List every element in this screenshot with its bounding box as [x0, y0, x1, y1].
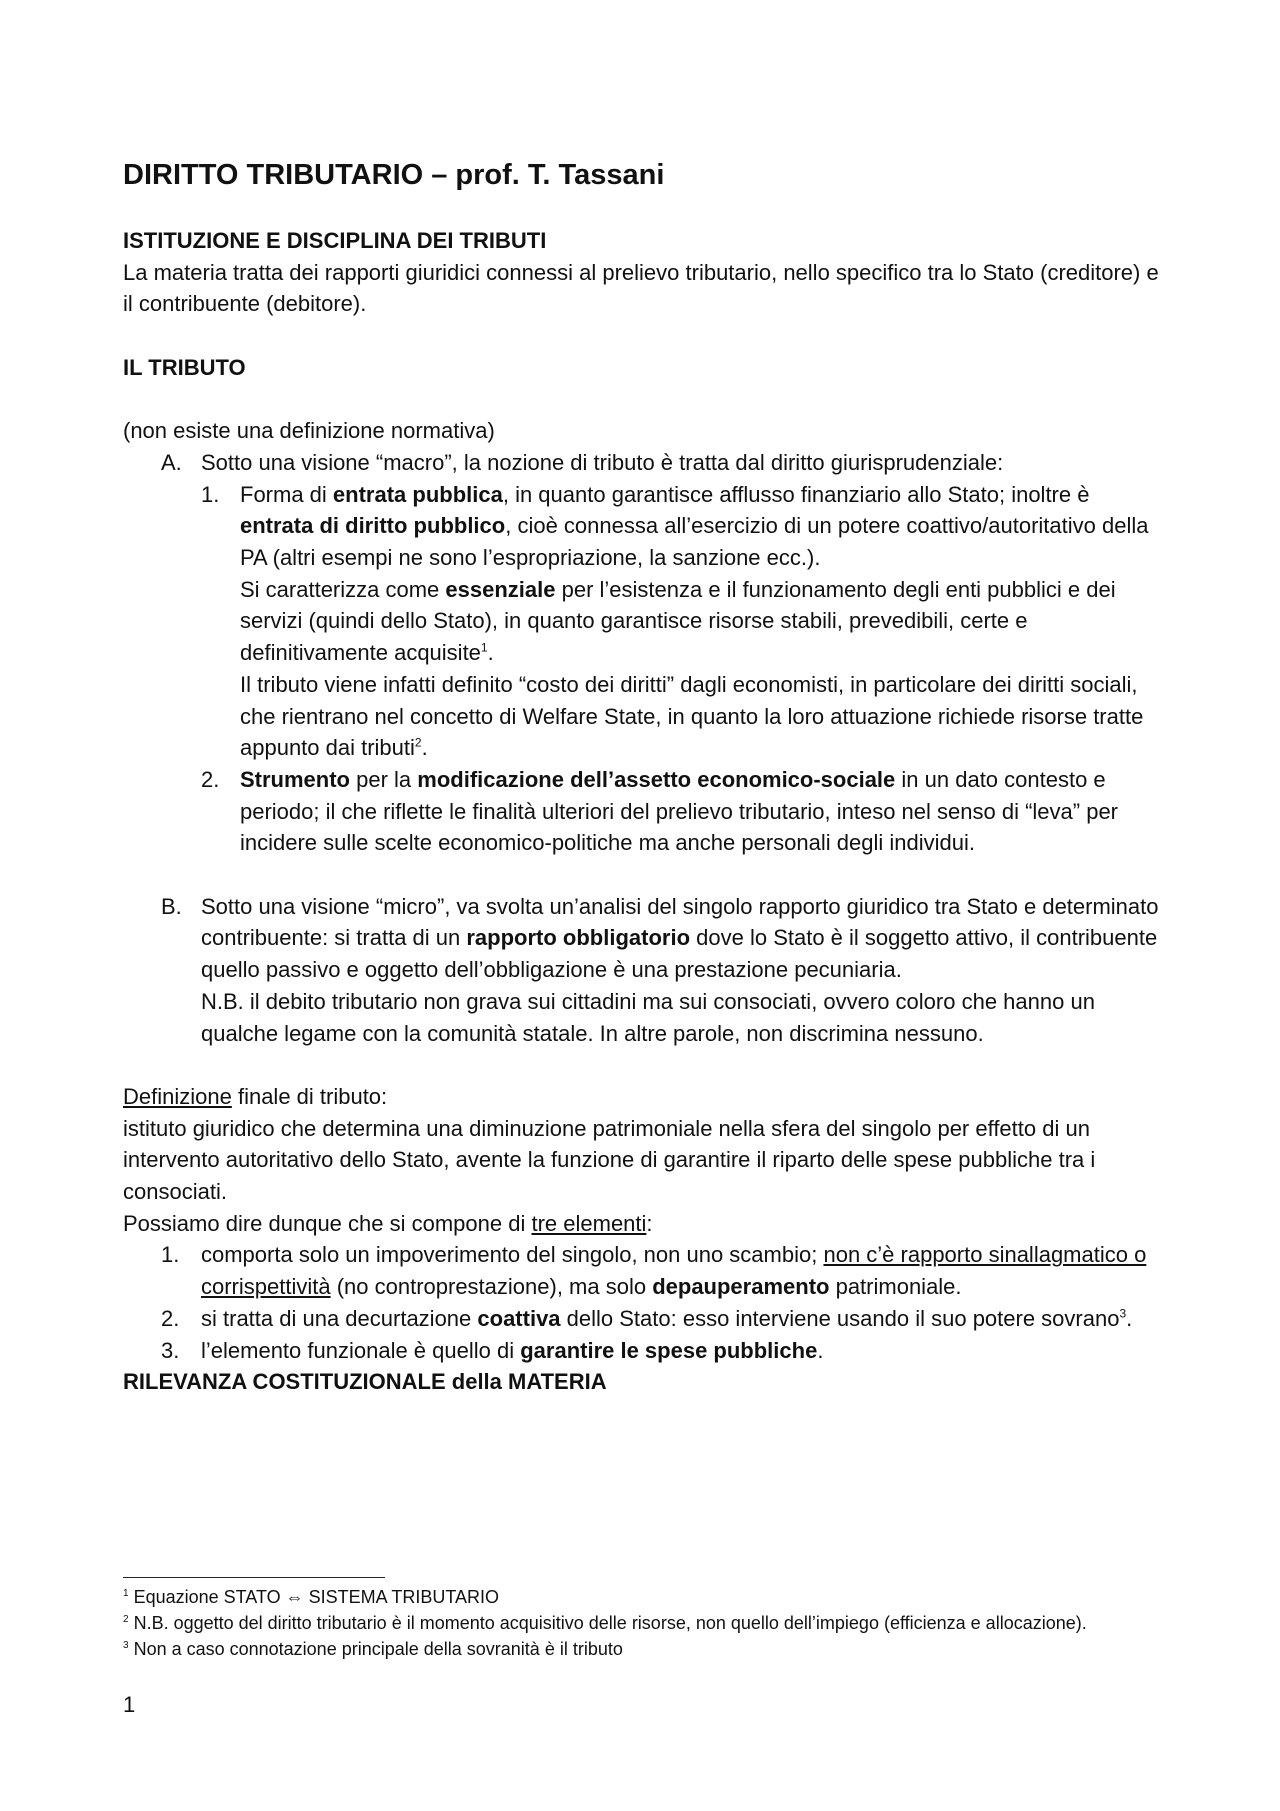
- spacer: [123, 320, 1163, 352]
- footnote-separator: [123, 1577, 385, 1578]
- page-title: DIRITTO TRIBUTARIO – prof. T. Tassani: [123, 159, 665, 191]
- footnote-ref[interactable]: 1: [480, 640, 488, 655]
- definition-label: Definizione finale di tributo:: [123, 1083, 388, 1109]
- footnote-ref[interactable]: 2: [414, 735, 422, 750]
- page-number: 1: [123, 1692, 136, 1717]
- section-heading-rilevanza: RILEVANZA COSTITUZIONALE della MATERIA: [123, 1369, 607, 1395]
- section-heading-istituzione: ISTITUZIONE E DISCIPLINA DEI TRIBUTI: [123, 228, 547, 253]
- alpha-list: [123, 447, 1163, 1049]
- item-paragraph: Il tributo viene infatti definito “costo dei diritti” dagli economisti, in particolare dei diritti sociali, che rientrano nel concetto di Welfare State, in quanto la loro attuazione richiede risorse tratte appunto dai tributi$^2$.: [240, 671, 1144, 761]
- list-marker: A.: [161, 449, 182, 475]
- list-item-b: [123, 891, 1163, 1050]
- footnote-ref[interactable]: 3: [1119, 1306, 1127, 1321]
- list-marker: 2.: [201, 766, 220, 792]
- list-item-2: [201, 764, 1163, 859]
- spacer: [123, 1049, 1163, 1081]
- item-paragraph: Sotto una visione “micro”, va svolta un’analisi del singolo rapporto giuridico tra Stato e determinato contribuente: si tratta di un rapporto obbligatorio dove lo Stato è il soggetto attivo, il contribuente quello passivo e oggetto dell’obbligazione è una prestazione pecuniaria.: [201, 893, 1159, 983]
- item-paragraph-nb: N.B. il debito tributario non grava sui cittadini ma sui consociati, ovvero coloro che hanno un qualche legame con la comunità statale. In altre parole, non discrimina nessuno.: [201, 988, 1095, 1046]
- item-paragraph: Forma di entrata pubblica, in quanto garantisce afflusso finanziario allo Stato; inoltre è entrata di diritto pubblico, cioè connessa all’esercizio di un potere coattivo/autoritativo della PA (altri esempi ne sono l’espropriazione, la sanzione ecc.).: [240, 481, 1149, 570]
- elements-list: [123, 1239, 1163, 1366]
- list-item-1: [201, 479, 1163, 764]
- footnotes: [123, 1584, 1123, 1662]
- footnote-1: $^1$ Equazione STATO ⇔ SISTEMA TRIBUTARIO: [123, 1587, 500, 1607]
- list-marker: 3.: [161, 1337, 180, 1363]
- footnote-3: $^3$ Non a caso connotazione principale della sovranità è il tributo: [123, 1639, 623, 1659]
- footnote-2: $^2$ N.B. oggetto del diritto tributario è il momento acquisitivo delle risorse, non quello dell’impiego (efficienza e allocazione).: [123, 1613, 1087, 1633]
- list-marker: 1.: [161, 1242, 180, 1268]
- list-marker: 1.: [201, 481, 220, 507]
- page-content: [123, 155, 1163, 1398]
- definition-text: istituto giuridico che determina una diminuzione patrimoniale nella sfera del singolo per effetto di un intervento autoritativo dello Stato, avente la funzione di garantire il riparto delle spese pubbliche tra i consociati.: [123, 1115, 1096, 1205]
- spacer: [201, 859, 1163, 891]
- elements-intro: Possiamo dire dunque che si compone di tre elementi:: [123, 1210, 653, 1236]
- paragraph-materia: La materia tratta dei rapporti giuridici connessi al prelievo tributario, nello specifico tra lo Stato (creditore) e il contribuente (debitore).: [123, 259, 1159, 317]
- spacer: [123, 384, 1163, 416]
- element-item-2: 2. si tratta di una decurtazione coattiva dello Stato: esso interviene usando il suo potere sovrano$^3$.: [123, 1303, 1163, 1335]
- paragraph-intro: (non esiste una definizione normativa): [123, 418, 495, 444]
- item-paragraph: Si caratterizza come essenziale per l’esistenza e il funzionamento degli enti pubblici e dei servizi (quindi dello Stato), in quanto garantisce risorse stabili, prevedibili, certe e definitivamente acquisite$^1$.: [240, 576, 1116, 666]
- element-item-1: 1. comporta solo un impoverimento del singolo, non uno scambio; non c’è rapporto sinallagmatico o corrispettività (no controprestazione), ma solo depauperamento patrimoniale.: [123, 1239, 1163, 1302]
- numbered-sublist: [201, 479, 1163, 859]
- list-marker: 2.: [161, 1305, 180, 1331]
- list-marker: B.: [161, 893, 182, 919]
- list-item-a: [123, 447, 1163, 891]
- element-item-3: 3. l’elemento funzionale è quello di garantire le spese pubbliche.: [123, 1335, 1163, 1367]
- section-heading-tributo: IL TRIBUTO: [123, 354, 246, 380]
- item-paragraph: Strumento per la modificazione dell’assetto economico-sociale in un dato contesto e periodo; il che riflette le finalità ulteriori del prelievo tributario, inteso nel senso di “leva” per incidere sulle scelte economico-politiche ma anche personali degli individui.: [240, 766, 1119, 856]
- item-text: Sotto una visione “macro”, la nozione di tributo è tratta dal diritto giurisprudenziale:: [201, 449, 1004, 475]
